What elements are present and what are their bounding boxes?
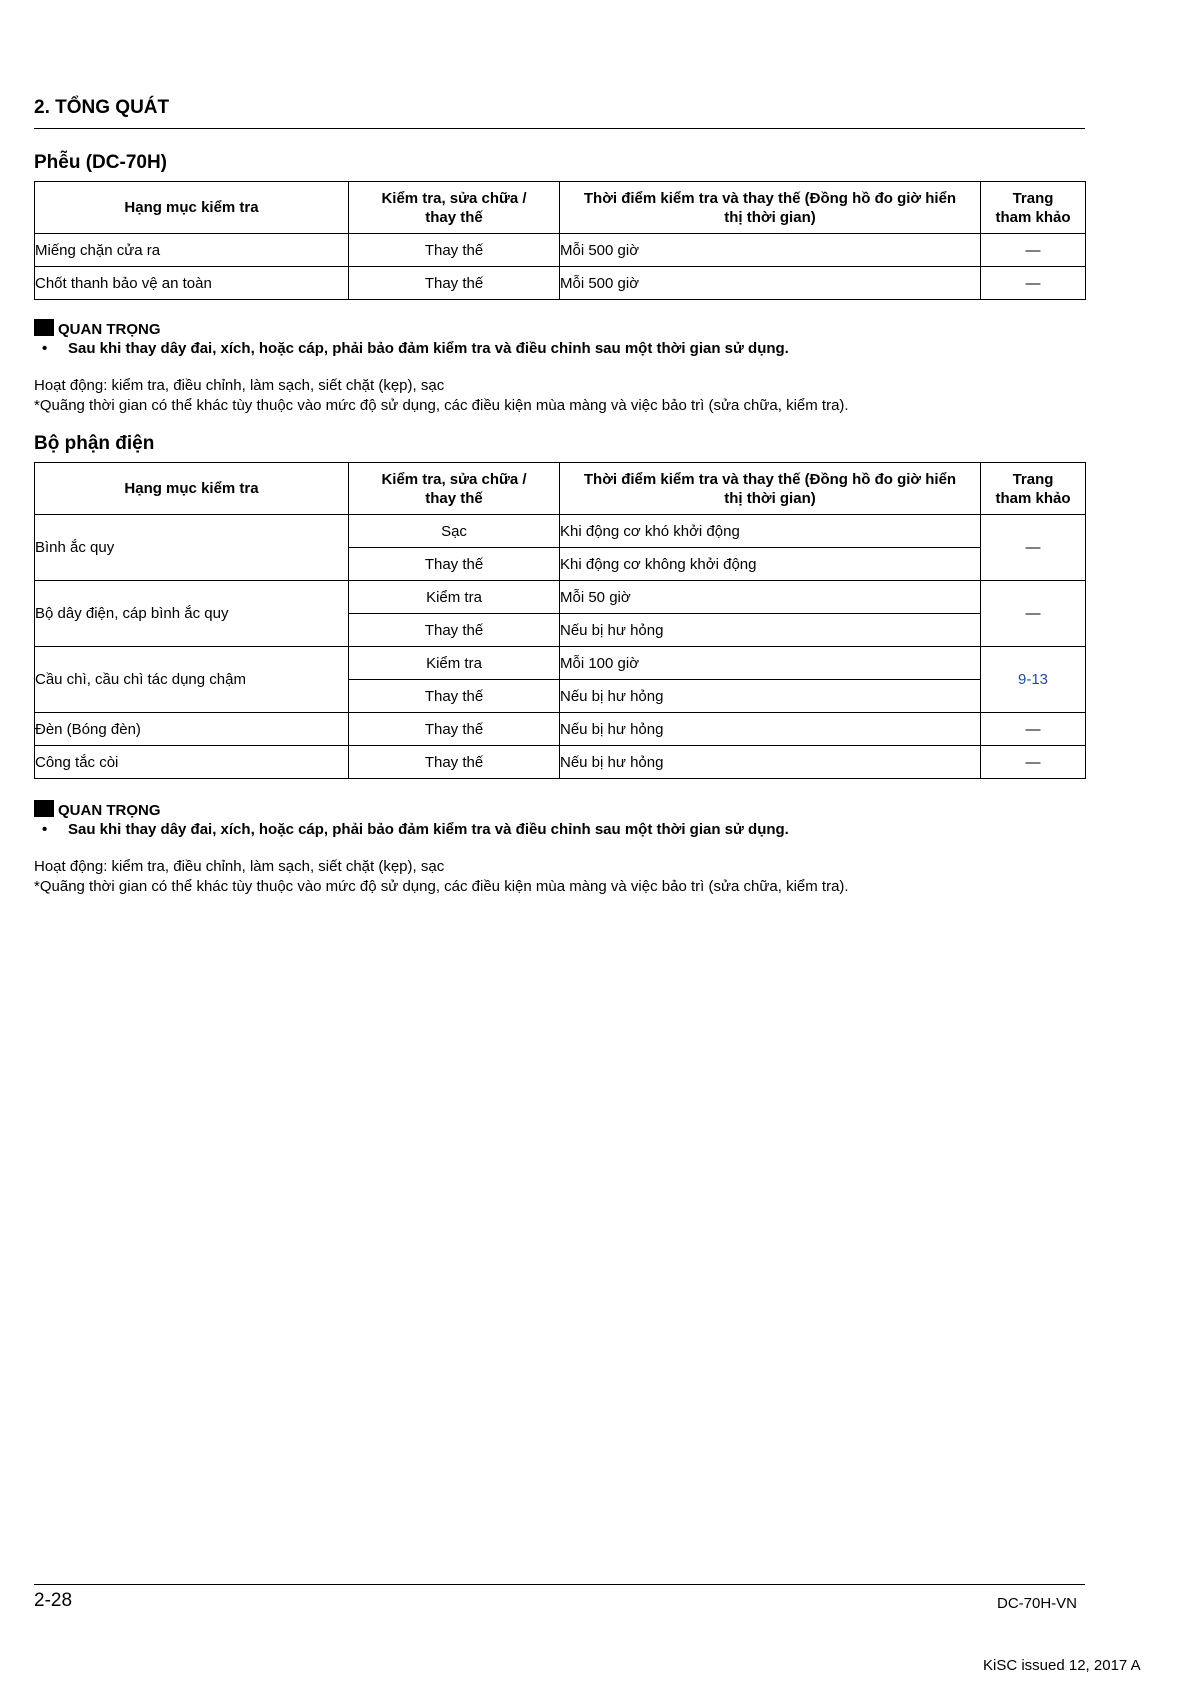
timing-cell: Nếu bị hư hỏng	[560, 614, 981, 647]
section-divider	[34, 128, 1085, 129]
ref-cell: —	[981, 713, 1086, 746]
timing-cell: Mỗi 500 giờ	[560, 267, 981, 300]
section-title: 2. TỔNG QUÁT	[34, 97, 170, 118]
item-cell: Bộ dây điện, cáp bình ắc quy	[35, 581, 349, 647]
important-label: QUAN TRỌNG	[58, 802, 161, 819]
table-header-row	[35, 463, 1086, 515]
header-action: Kiểm tra, sửa chữa / thay thế	[349, 463, 560, 515]
table-row	[35, 234, 1086, 267]
item-cell: Cầu chì, cầu chì tác dụng chậm	[35, 647, 349, 713]
document-code: DC-70H-VN	[997, 1595, 1078, 1612]
table-header-row	[35, 182, 1086, 234]
timing-cell: Mỗi 500 giờ	[560, 234, 981, 267]
interval-note: *Quãng thời gian có thể khác tùy thuộc vào mức độ sử dụng, các điều kiện mùa màng và việc bảo trì (sửa chữa, kiểm tra).	[34, 878, 849, 895]
ref-cell: —	[981, 746, 1086, 779]
important-note	[34, 319, 789, 357]
timing-cell: Nếu bị hư hỏng	[560, 746, 981, 779]
electrical-table	[34, 462, 1086, 779]
action-cell: Sạc	[349, 515, 560, 548]
action-cell: Thay thế	[349, 680, 560, 713]
important-label: QUAN TRỌNG	[58, 321, 161, 338]
activities-note: Hoạt động: kiểm tra, điều chỉnh, làm sạch, siết chặt (kẹp), sạc	[34, 858, 445, 875]
header-ref: Trang tham khảo	[981, 463, 1086, 515]
timing-cell: Khi động cơ không khởi động	[560, 548, 981, 581]
ref-cell: —	[981, 267, 1086, 300]
ref-page-link[interactable]: 9-13	[981, 647, 1086, 713]
footnote-block	[34, 376, 849, 416]
warning-square-icon	[34, 319, 54, 336]
action-cell: Thay thế	[349, 548, 560, 581]
issue-info: KiSC issued 12, 2017 A	[983, 1657, 1141, 1674]
ref-cell: —	[981, 515, 1086, 581]
hopper-table	[34, 181, 1086, 300]
bullet-icon: •	[42, 821, 48, 838]
footnote-block	[34, 857, 849, 897]
timing-cell: Nếu bị hư hỏng	[560, 680, 981, 713]
table-row	[35, 713, 1086, 746]
header-item: Hạng mục kiểm tra	[35, 463, 349, 515]
footer-divider	[34, 1584, 1085, 1585]
item-cell: Công tắc còi	[35, 746, 349, 779]
action-cell: Thay thế	[349, 267, 560, 300]
table-row	[35, 515, 1086, 548]
ref-cell: —	[981, 234, 1086, 267]
hopper-heading: Phễu (DC-70H)	[34, 152, 168, 173]
important-text: Sau khi thay dây đai, xích, hoặc cáp, phải bảo đảm kiểm tra và điều chỉnh sau một thời gian sử dụng.	[68, 340, 789, 357]
timing-cell: Mỗi 50 giờ	[560, 581, 981, 614]
activities-note: Hoạt động: kiểm tra, điều chỉnh, làm sạch, siết chặt (kẹp), sạc	[34, 377, 445, 394]
interval-note: *Quãng thời gian có thể khác tùy thuộc vào mức độ sử dụng, các điều kiện mùa màng và việc bảo trì (sửa chữa, kiểm tra).	[34, 397, 849, 414]
header-timing: Thời điểm kiểm tra và thay thế (Đồng hồ đo giờ hiển thị thời gian)	[560, 182, 981, 234]
item-cell: Chốt thanh bảo vệ an toàn	[35, 267, 349, 300]
header-item: Hạng mục kiểm tra	[35, 182, 349, 234]
timing-cell: Mỗi 100 giờ	[560, 647, 981, 680]
header-action: Kiểm tra, sửa chữa / thay thế	[349, 182, 560, 234]
table-row	[35, 267, 1086, 300]
important-note	[34, 800, 789, 838]
header-timing: Thời điểm kiểm tra và thay thế (Đồng hồ đo giờ hiển thị thời gian)	[560, 463, 981, 515]
bullet-icon: •	[42, 340, 48, 357]
table-row	[35, 581, 1086, 614]
warning-square-icon	[34, 800, 54, 817]
table-row	[35, 746, 1086, 779]
action-cell: Kiểm tra	[349, 647, 560, 680]
table-row	[35, 647, 1086, 680]
action-cell: Thay thế	[349, 713, 560, 746]
action-cell: Thay thế	[349, 234, 560, 267]
item-cell: Miếng chặn cửa ra	[35, 234, 349, 267]
item-cell: Đèn (Bóng đèn)	[35, 713, 349, 746]
ref-cell: —	[981, 581, 1086, 647]
page-number: 2-28	[34, 1590, 73, 1611]
action-cell: Kiểm tra	[349, 581, 560, 614]
header-ref: Trang tham khảo	[981, 182, 1086, 234]
action-cell: Thay thế	[349, 614, 560, 647]
action-cell: Thay thế	[349, 746, 560, 779]
important-text: Sau khi thay dây đai, xích, hoặc cáp, phải bảo đảm kiểm tra và điều chỉnh sau một thời gian sử dụng.	[68, 821, 789, 838]
timing-cell: Khi động cơ khó khởi động	[560, 515, 981, 548]
electrical-heading: Bộ phận điện	[34, 433, 155, 454]
timing-cell: Nếu bị hư hỏng	[560, 713, 981, 746]
item-cell: Bình ắc quy	[35, 515, 349, 581]
